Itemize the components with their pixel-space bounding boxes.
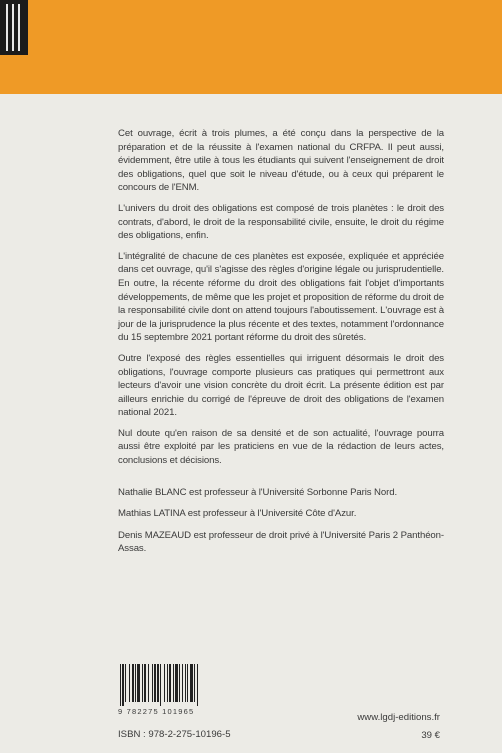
barcode-bar xyxy=(197,664,198,706)
barcode-bar xyxy=(142,664,143,702)
author-list xyxy=(118,486,444,556)
isbn: ISBN : 978-2-275-10196-5 xyxy=(118,729,231,740)
barcode-bar xyxy=(122,664,124,706)
logo-stripe xyxy=(6,4,8,51)
barcode-bar xyxy=(182,664,183,702)
barcode-bar xyxy=(190,664,193,702)
barcode-bar xyxy=(157,664,159,702)
paragraph-integrality: L'intégralité de chacune de ces planètes est exposée, expliquée et appréciée dans cet ouvrage, qu'il s'agisse des règles d'origine légale ou jurisprudentielle. En outre, la récente réforme du droit des obligations fait l'objet d'importants développements, de même que les projet et proposition de réforme du droit de la responsabilité civile dont on attend toujours l'aboutissement. L'ouvrage est à jour de la jurisprudence la plus récente et des textes, notamment l'ordonnance du 15 septembre 2021 portant réforme du droit des sûretés. xyxy=(118,250,444,344)
paragraph-practitioners: Nul doute qu'en raison de sa densité et de son actualité, l'ouvrage pourra aussi être exploité par les praticiens en vue de la rédaction de leurs actes, conclusions et décisions. xyxy=(118,427,444,467)
barcode-bar xyxy=(179,664,180,702)
barcode-bar xyxy=(132,664,134,702)
publisher-website: www.lgdj-editions.fr xyxy=(357,712,440,723)
barcode-bar xyxy=(185,664,186,702)
barcode-digits: 9 782275 101965 xyxy=(118,707,195,716)
price: 39 € xyxy=(421,730,440,741)
author-mazeaud: Denis MAZEAUD est professeur de droit privé à l'Université Paris 2 Panthéon-Assas. xyxy=(118,529,444,555)
logo-stripe xyxy=(12,4,14,51)
paragraph-cases: Outre l'exposé des règles essentielles qui irriguent désormais le droit des obligations, l'ouvrage comporte plusieurs cas pratiques qui permettront aux lecteurs d'avoir une vision concrète du droit écrit. La présente édition est par ailleurs enrichie du corrigé de l'épreuve de droit des obligations de l'examen national 2021. xyxy=(118,352,444,419)
barcode-bar xyxy=(164,664,165,702)
barcode-bar xyxy=(194,664,195,702)
paragraph-universe: L'univers du droit des obligations est composé de trois planètes : le droit des contrats, d'abord, le droit de la responsabilité civile, ensuite, le droit du régime des obligations, enfin. xyxy=(118,202,444,242)
barcode-bar xyxy=(152,664,153,702)
author-latina: Mathias LATINA est professeur à l'Université Côte d'Azur. xyxy=(118,508,357,520)
barcode-bar xyxy=(160,664,161,706)
barcode-area xyxy=(118,664,228,716)
orange-header-band xyxy=(0,0,502,94)
barcode-bar xyxy=(137,664,140,702)
paragraph-intro: Cet ouvrage, écrit à trois plumes, a été conçu dans la perspective de la préparation et de la réussite à l'examen national du CRFPA. Il peut aussi, évidemment, être utile à tous les étudiants qui suivent l'enseignement de droit des obligations, quel que soit le niveau d'étude, ou à ceux qui préparent le concours de l'ENM. xyxy=(118,128,444,194)
barcode-bar xyxy=(175,664,178,702)
author-blanc: Nathalie BLANC est professeur à l'Université Sorbonne Paris Nord. xyxy=(118,486,398,498)
barcode-bar xyxy=(129,664,130,702)
barcode xyxy=(118,664,228,706)
barcode-bar xyxy=(120,664,121,706)
barcode-bar xyxy=(144,664,146,702)
barcode-bar xyxy=(148,664,149,702)
barcode-bar xyxy=(135,664,136,702)
barcode-bar xyxy=(169,664,171,702)
back-cover-text xyxy=(118,127,444,564)
barcode-bar xyxy=(125,664,126,702)
publisher-logo xyxy=(0,0,28,55)
logo-stripe xyxy=(18,4,20,51)
barcode-bar xyxy=(187,664,188,702)
barcode-bar xyxy=(167,664,168,702)
barcode-bar xyxy=(154,664,156,702)
barcode-bar xyxy=(173,664,174,702)
